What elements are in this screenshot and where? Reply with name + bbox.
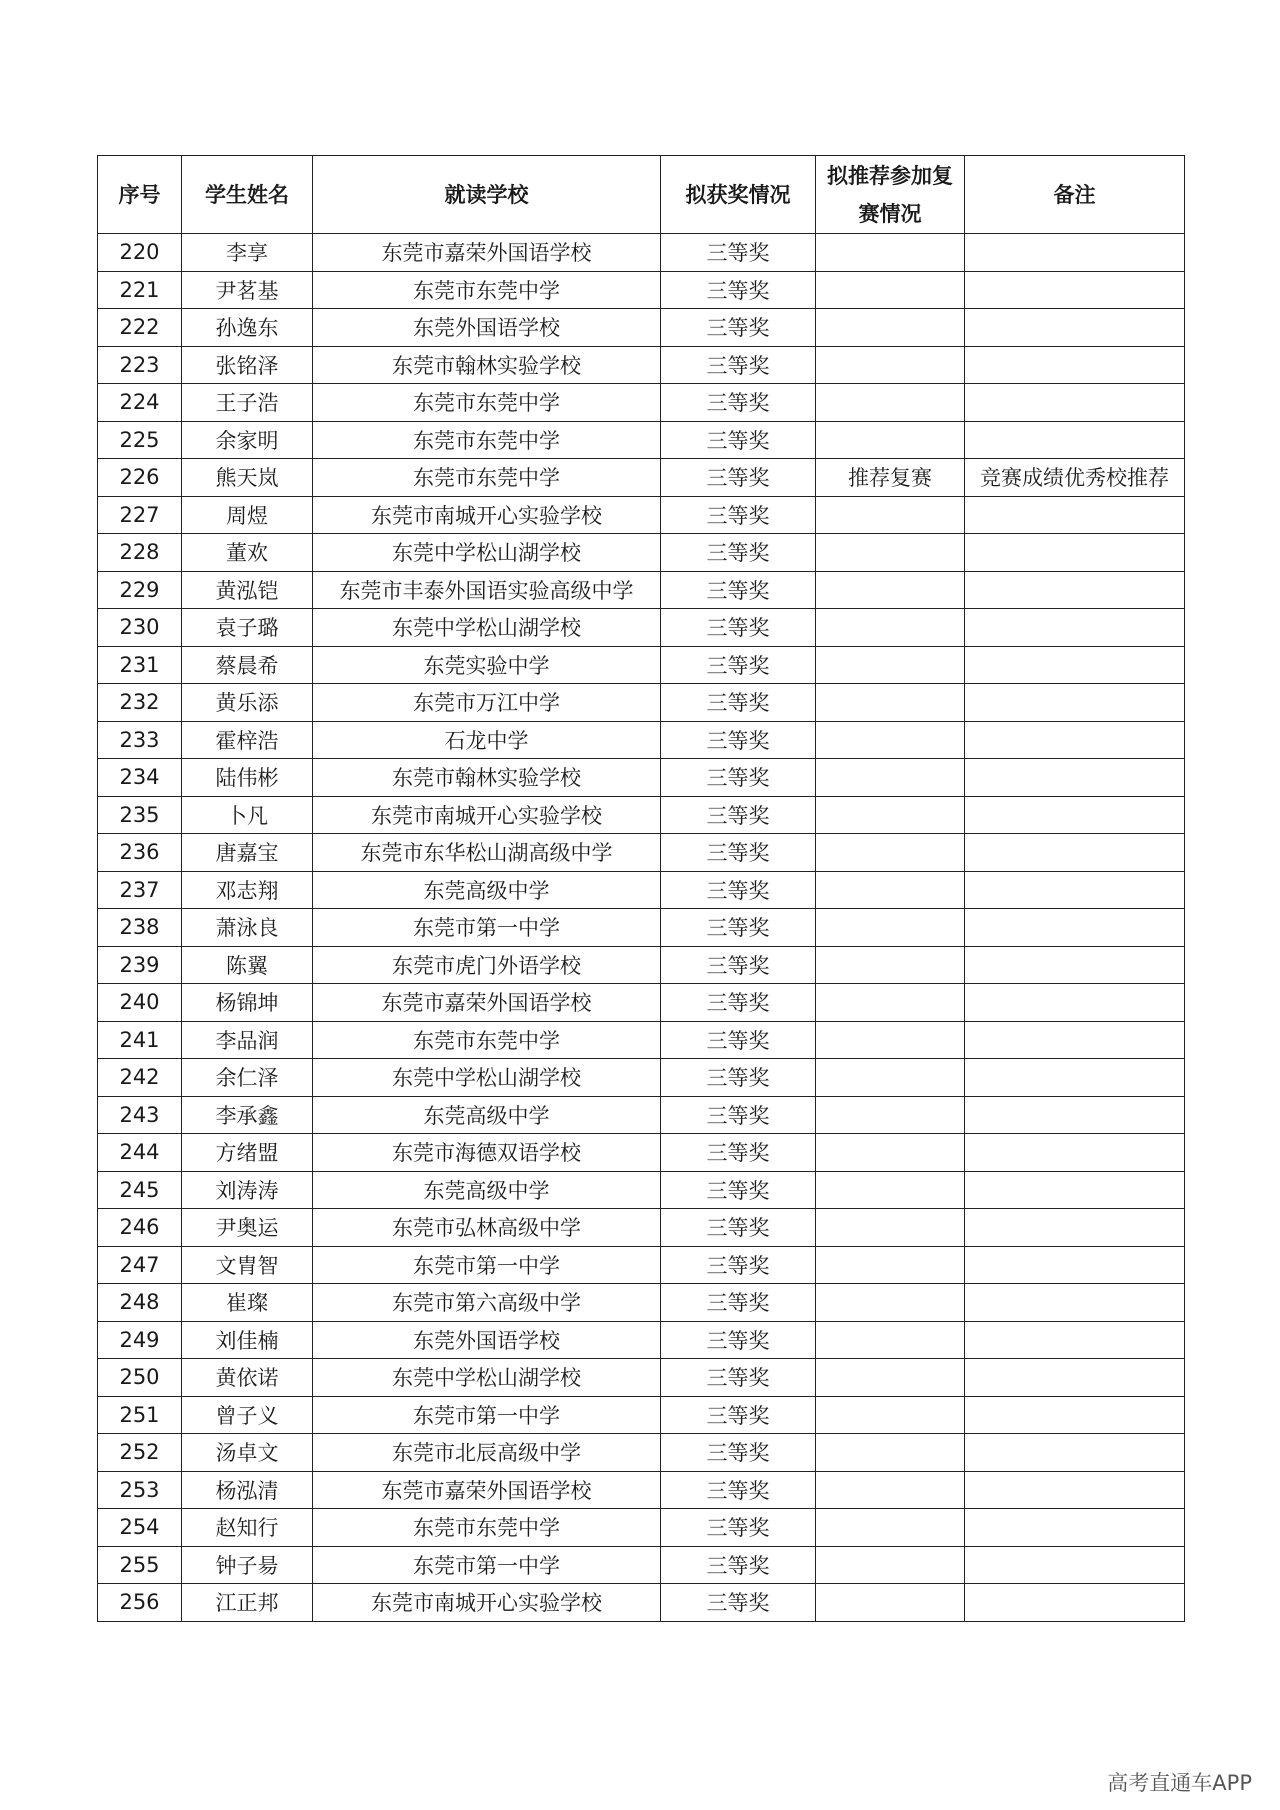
- cell-school: 东莞实验中学: [313, 646, 661, 684]
- cell-school: 东莞市南城开心实验学校: [313, 1584, 661, 1622]
- cell-note: [965, 984, 1185, 1022]
- table-row: [98, 646, 1185, 684]
- cell-name: 萧泳良: [182, 909, 313, 947]
- cell-name: 孙逸东: [182, 309, 313, 347]
- cell-recommend: [816, 309, 965, 347]
- table-row: [98, 271, 1185, 309]
- header-name: 学生姓名: [182, 156, 313, 234]
- table-row: [98, 1584, 1185, 1622]
- cell-note: [965, 1359, 1185, 1397]
- cell-school: 东莞中学松山湖学校: [313, 534, 661, 572]
- cell-note: [965, 1021, 1185, 1059]
- table-row: [98, 1434, 1185, 1472]
- cell-award: 三等奖: [661, 721, 816, 759]
- cell-note: [965, 946, 1185, 984]
- table-row: [98, 609, 1185, 647]
- cell-name: 黄依诺: [182, 1359, 313, 1397]
- cell-recommend: [816, 1171, 965, 1209]
- cell-recommend: [816, 1021, 965, 1059]
- table-row: [98, 909, 1185, 947]
- cell-name: 袁子璐: [182, 609, 313, 647]
- cell-award: 三等奖: [661, 684, 816, 722]
- cell-award: 三等奖: [661, 871, 816, 909]
- table-row: [98, 1171, 1185, 1209]
- cell-note: [965, 1471, 1185, 1509]
- cell-award: 三等奖: [661, 309, 816, 347]
- cell-name: 刘佳楠: [182, 1321, 313, 1359]
- cell-note: [965, 721, 1185, 759]
- cell-school: 东莞市海德双语学校: [313, 1134, 661, 1172]
- cell-name: 汤卓文: [182, 1434, 313, 1472]
- cell-seq: 224: [98, 384, 182, 422]
- cell-note: [965, 1584, 1185, 1622]
- cell-name: 蔡晨希: [182, 646, 313, 684]
- cell-recommend: [816, 1246, 965, 1284]
- table-row: [98, 1396, 1185, 1434]
- cell-school: 东莞高级中学: [313, 1096, 661, 1134]
- header-note: 备注: [965, 156, 1185, 234]
- table-row: [98, 1509, 1185, 1547]
- cell-school: 东莞市第六高级中学: [313, 1284, 661, 1322]
- cell-award: 三等奖: [661, 946, 816, 984]
- cell-school: 东莞外国语学校: [313, 1321, 661, 1359]
- cell-seq: 241: [98, 1021, 182, 1059]
- table-row: [98, 946, 1185, 984]
- table-row: [98, 309, 1185, 347]
- cell-school: 东莞外国语学校: [313, 309, 661, 347]
- cell-school: 东莞市翰林实验学校: [313, 346, 661, 384]
- cell-name: 钟子昜: [182, 1546, 313, 1584]
- cell-recommend: [816, 1546, 965, 1584]
- table-row: [98, 1021, 1185, 1059]
- cell-award: 三等奖: [661, 909, 816, 947]
- table-row: [98, 984, 1185, 1022]
- cell-note: 竞赛成绩优秀校推荐: [965, 459, 1185, 497]
- cell-school: 东莞市南城开心实验学校: [313, 796, 661, 834]
- cell-seq: 231: [98, 646, 182, 684]
- cell-note: [965, 1209, 1185, 1247]
- table-row: [98, 1096, 1185, 1134]
- cell-school: 东莞高级中学: [313, 871, 661, 909]
- header-row: [98, 156, 1185, 234]
- cell-recommend: [816, 534, 965, 572]
- cell-seq: 230: [98, 609, 182, 647]
- cell-name: 黄泓铠: [182, 571, 313, 609]
- cell-name: 李品润: [182, 1021, 313, 1059]
- cell-seq: 254: [98, 1509, 182, 1547]
- cell-name: 霍梓浩: [182, 721, 313, 759]
- cell-seq: 252: [98, 1434, 182, 1472]
- table-row: [98, 684, 1185, 722]
- table-row: [98, 571, 1185, 609]
- cell-seq: 222: [98, 309, 182, 347]
- cell-award: 三等奖: [661, 271, 816, 309]
- cell-note: [965, 1546, 1185, 1584]
- cell-recommend: [816, 946, 965, 984]
- cell-school: 东莞市第一中学: [313, 1546, 661, 1584]
- cell-name: 尹奥运: [182, 1209, 313, 1247]
- cell-name: 方绪盟: [182, 1134, 313, 1172]
- cell-award: 三等奖: [661, 796, 816, 834]
- cell-recommend: [816, 609, 965, 647]
- cell-school: 东莞市东莞中学: [313, 1021, 661, 1059]
- cell-name: 刘涛涛: [182, 1171, 313, 1209]
- cell-recommend: [816, 1321, 965, 1359]
- cell-seq: 229: [98, 571, 182, 609]
- cell-seq: 245: [98, 1171, 182, 1209]
- cell-school: 东莞市东莞中学: [313, 421, 661, 459]
- cell-recommend: [816, 1096, 965, 1134]
- cell-recommend: [816, 1059, 965, 1097]
- cell-seq: 249: [98, 1321, 182, 1359]
- cell-name: 董欢: [182, 534, 313, 572]
- results-table: [97, 155, 1185, 1622]
- cell-name: 赵知行: [182, 1509, 313, 1547]
- cell-award: 三等奖: [661, 1396, 816, 1434]
- cell-recommend: [816, 759, 965, 797]
- cell-note: [965, 1096, 1185, 1134]
- cell-award: 三等奖: [661, 834, 816, 872]
- cell-school: 东莞市翰林实验学校: [313, 759, 661, 797]
- table-row: [98, 1471, 1185, 1509]
- cell-school: 东莞市东华松山湖高级中学: [313, 834, 661, 872]
- cell-name: 张铭泽: [182, 346, 313, 384]
- cell-seq: 255: [98, 1546, 182, 1584]
- cell-seq: 238: [98, 909, 182, 947]
- cell-name: 曾子义: [182, 1396, 313, 1434]
- cell-seq: 237: [98, 871, 182, 909]
- cell-seq: 240: [98, 984, 182, 1022]
- cell-note: [965, 1059, 1185, 1097]
- header-seq: 序号: [98, 156, 182, 234]
- cell-award: 三等奖: [661, 1059, 816, 1097]
- cell-recommend: [816, 871, 965, 909]
- cell-award: 三等奖: [661, 984, 816, 1022]
- results-sheet: [97, 155, 1184, 1622]
- header-recommend: 拟推荐参加复赛情况: [816, 156, 965, 234]
- cell-name: 邓志翔: [182, 871, 313, 909]
- table-row: [98, 1059, 1185, 1097]
- cell-recommend: [816, 496, 965, 534]
- cell-school: 东莞市万江中学: [313, 684, 661, 722]
- cell-award: 三等奖: [661, 1284, 816, 1322]
- cell-recommend: [816, 1134, 965, 1172]
- cell-note: [965, 1171, 1185, 1209]
- cell-note: [965, 421, 1185, 459]
- table-row: [98, 496, 1185, 534]
- table-row: [98, 534, 1185, 572]
- cell-award: 三等奖: [661, 421, 816, 459]
- cell-recommend: [816, 909, 965, 947]
- cell-note: [965, 871, 1185, 909]
- cell-award: 三等奖: [661, 496, 816, 534]
- cell-seq: 251: [98, 1396, 182, 1434]
- cell-seq: 253: [98, 1471, 182, 1509]
- table-row: [98, 1546, 1185, 1584]
- cell-seq: 223: [98, 346, 182, 384]
- cell-school: 东莞市嘉荣外国语学校: [313, 234, 661, 272]
- cell-name: 江正邦: [182, 1584, 313, 1622]
- cell-award: 三等奖: [661, 1021, 816, 1059]
- cell-note: [965, 1246, 1185, 1284]
- cell-name: 陈翼: [182, 946, 313, 984]
- cell-note: [965, 496, 1185, 534]
- cell-award: 三等奖: [661, 1209, 816, 1247]
- header-award: 拟获奖情况: [661, 156, 816, 234]
- cell-note: [965, 759, 1185, 797]
- cell-note: [965, 534, 1185, 572]
- cell-recommend: [816, 1471, 965, 1509]
- cell-name: 李承鑫: [182, 1096, 313, 1134]
- cell-seq: 250: [98, 1359, 182, 1397]
- cell-seq: 228: [98, 534, 182, 572]
- cell-recommend: [816, 234, 965, 272]
- cell-recommend: [816, 1284, 965, 1322]
- cell-name: 文胄智: [182, 1246, 313, 1284]
- cell-name: 卜凡: [182, 796, 313, 834]
- cell-school: 东莞市东莞中学: [313, 1509, 661, 1547]
- cell-award: 三等奖: [661, 459, 816, 497]
- cell-school: 东莞市第一中学: [313, 1396, 661, 1434]
- cell-school: 东莞市丰泰外国语实验高级中学: [313, 571, 661, 609]
- cell-school: 东莞市嘉荣外国语学校: [313, 984, 661, 1022]
- cell-note: [965, 346, 1185, 384]
- cell-name: 陆伟彬: [182, 759, 313, 797]
- cell-seq: 220: [98, 234, 182, 272]
- table-row: [98, 1134, 1185, 1172]
- cell-seq: 256: [98, 1584, 182, 1622]
- cell-note: [965, 834, 1185, 872]
- cell-award: 三等奖: [661, 1509, 816, 1547]
- cell-recommend: [816, 1396, 965, 1434]
- cell-recommend: [816, 384, 965, 422]
- watermark: 高考直通车APP: [1107, 1771, 1252, 1795]
- cell-note: [965, 1321, 1185, 1359]
- cell-award: 三等奖: [661, 1096, 816, 1134]
- cell-name: 黄乐添: [182, 684, 313, 722]
- cell-recommend: [816, 1359, 965, 1397]
- cell-note: [965, 1509, 1185, 1547]
- cell-note: [965, 646, 1185, 684]
- cell-award: 三等奖: [661, 1321, 816, 1359]
- cell-note: [965, 796, 1185, 834]
- cell-award: 三等奖: [661, 534, 816, 572]
- cell-school: 东莞高级中学: [313, 1171, 661, 1209]
- cell-seq: 226: [98, 459, 182, 497]
- cell-note: [965, 1396, 1185, 1434]
- cell-seq: 246: [98, 1209, 182, 1247]
- cell-note: [965, 1134, 1185, 1172]
- cell-seq: 236: [98, 834, 182, 872]
- cell-seq: 242: [98, 1059, 182, 1097]
- cell-school: 东莞市第一中学: [313, 1246, 661, 1284]
- table-row: [98, 1209, 1185, 1247]
- cell-award: 三等奖: [661, 1171, 816, 1209]
- cell-seq: 232: [98, 684, 182, 722]
- cell-note: [965, 1284, 1185, 1322]
- cell-recommend: [816, 721, 965, 759]
- cell-note: [965, 309, 1185, 347]
- cell-award: 三等奖: [661, 1434, 816, 1472]
- cell-recommend: [816, 346, 965, 384]
- cell-recommend: [816, 834, 965, 872]
- cell-seq: 247: [98, 1246, 182, 1284]
- cell-award: 三等奖: [661, 234, 816, 272]
- table-row: [98, 834, 1185, 872]
- table-row: [98, 721, 1185, 759]
- cell-name: 尹茗基: [182, 271, 313, 309]
- cell-award: 三等奖: [661, 1584, 816, 1622]
- cell-seq: 233: [98, 721, 182, 759]
- cell-school: 东莞市虎门外语学校: [313, 946, 661, 984]
- cell-note: [965, 1434, 1185, 1472]
- cell-school: 东莞中学松山湖学校: [313, 1059, 661, 1097]
- cell-recommend: [816, 796, 965, 834]
- cell-school: 东莞中学松山湖学校: [313, 1359, 661, 1397]
- table-row: [98, 1284, 1185, 1322]
- cell-school: 东莞中学松山湖学校: [313, 609, 661, 647]
- cell-school: 石龙中学: [313, 721, 661, 759]
- header-school: 就读学校: [313, 156, 661, 234]
- cell-school: 东莞市第一中学: [313, 909, 661, 947]
- table-row: [98, 796, 1185, 834]
- cell-note: [965, 384, 1185, 422]
- cell-seq: 221: [98, 271, 182, 309]
- table-row: [98, 421, 1185, 459]
- cell-name: 余仁泽: [182, 1059, 313, 1097]
- cell-note: [965, 271, 1185, 309]
- cell-name: 杨泓清: [182, 1471, 313, 1509]
- table-row: [98, 1359, 1185, 1397]
- cell-note: [965, 609, 1185, 647]
- cell-note: [965, 909, 1185, 947]
- cell-seq: 235: [98, 796, 182, 834]
- cell-recommend: [816, 1509, 965, 1547]
- cell-recommend: [816, 684, 965, 722]
- cell-school: 东莞市北辰高级中学: [313, 1434, 661, 1472]
- cell-school: 东莞市南城开心实验学校: [313, 496, 661, 534]
- cell-award: 三等奖: [661, 1246, 816, 1284]
- cell-name: 余家明: [182, 421, 313, 459]
- cell-note: [965, 234, 1185, 272]
- cell-recommend: [816, 1584, 965, 1622]
- cell-school: 东莞市东莞中学: [313, 459, 661, 497]
- cell-award: 三等奖: [661, 759, 816, 797]
- cell-school: 东莞市弘林高级中学: [313, 1209, 661, 1247]
- cell-school: 东莞市东莞中学: [313, 271, 661, 309]
- cell-recommend: [816, 984, 965, 1022]
- cell-recommend: [816, 421, 965, 459]
- cell-recommend: [816, 1434, 965, 1472]
- cell-name: 李享: [182, 234, 313, 272]
- cell-award: 三等奖: [661, 609, 816, 647]
- cell-seq: 248: [98, 1284, 182, 1322]
- cell-name: 王子浩: [182, 384, 313, 422]
- cell-name: 熊天岚: [182, 459, 313, 497]
- table-row: [98, 234, 1185, 272]
- table-row: [98, 346, 1185, 384]
- cell-award: 三等奖: [661, 346, 816, 384]
- table-row: [98, 384, 1185, 422]
- cell-seq: 225: [98, 421, 182, 459]
- table-row: [98, 1246, 1185, 1284]
- cell-recommend: 推荐复赛: [816, 459, 965, 497]
- cell-seq: 244: [98, 1134, 182, 1172]
- cell-recommend: [816, 646, 965, 684]
- cell-name: 唐嘉宝: [182, 834, 313, 872]
- cell-seq: 239: [98, 946, 182, 984]
- table-body: [98, 234, 1185, 1622]
- cell-award: 三等奖: [661, 646, 816, 684]
- cell-award: 三等奖: [661, 571, 816, 609]
- cell-school: 东莞市东莞中学: [313, 384, 661, 422]
- cell-name: 崔璨: [182, 1284, 313, 1322]
- table-row: [98, 871, 1185, 909]
- cell-note: [965, 684, 1185, 722]
- cell-recommend: [816, 571, 965, 609]
- cell-award: 三等奖: [661, 1359, 816, 1397]
- table-row: [98, 759, 1185, 797]
- cell-award: 三等奖: [661, 1134, 816, 1172]
- cell-school: 东莞市嘉荣外国语学校: [313, 1471, 661, 1509]
- cell-award: 三等奖: [661, 384, 816, 422]
- cell-seq: 227: [98, 496, 182, 534]
- cell-name: 周煜: [182, 496, 313, 534]
- table-row: [98, 1321, 1185, 1359]
- table-row: [98, 459, 1185, 497]
- cell-seq: 234: [98, 759, 182, 797]
- cell-recommend: [816, 1209, 965, 1247]
- cell-award: 三等奖: [661, 1471, 816, 1509]
- cell-recommend: [816, 271, 965, 309]
- cell-note: [965, 571, 1185, 609]
- cell-name: 杨锦坤: [182, 984, 313, 1022]
- cell-award: 三等奖: [661, 1546, 816, 1584]
- cell-seq: 243: [98, 1096, 182, 1134]
